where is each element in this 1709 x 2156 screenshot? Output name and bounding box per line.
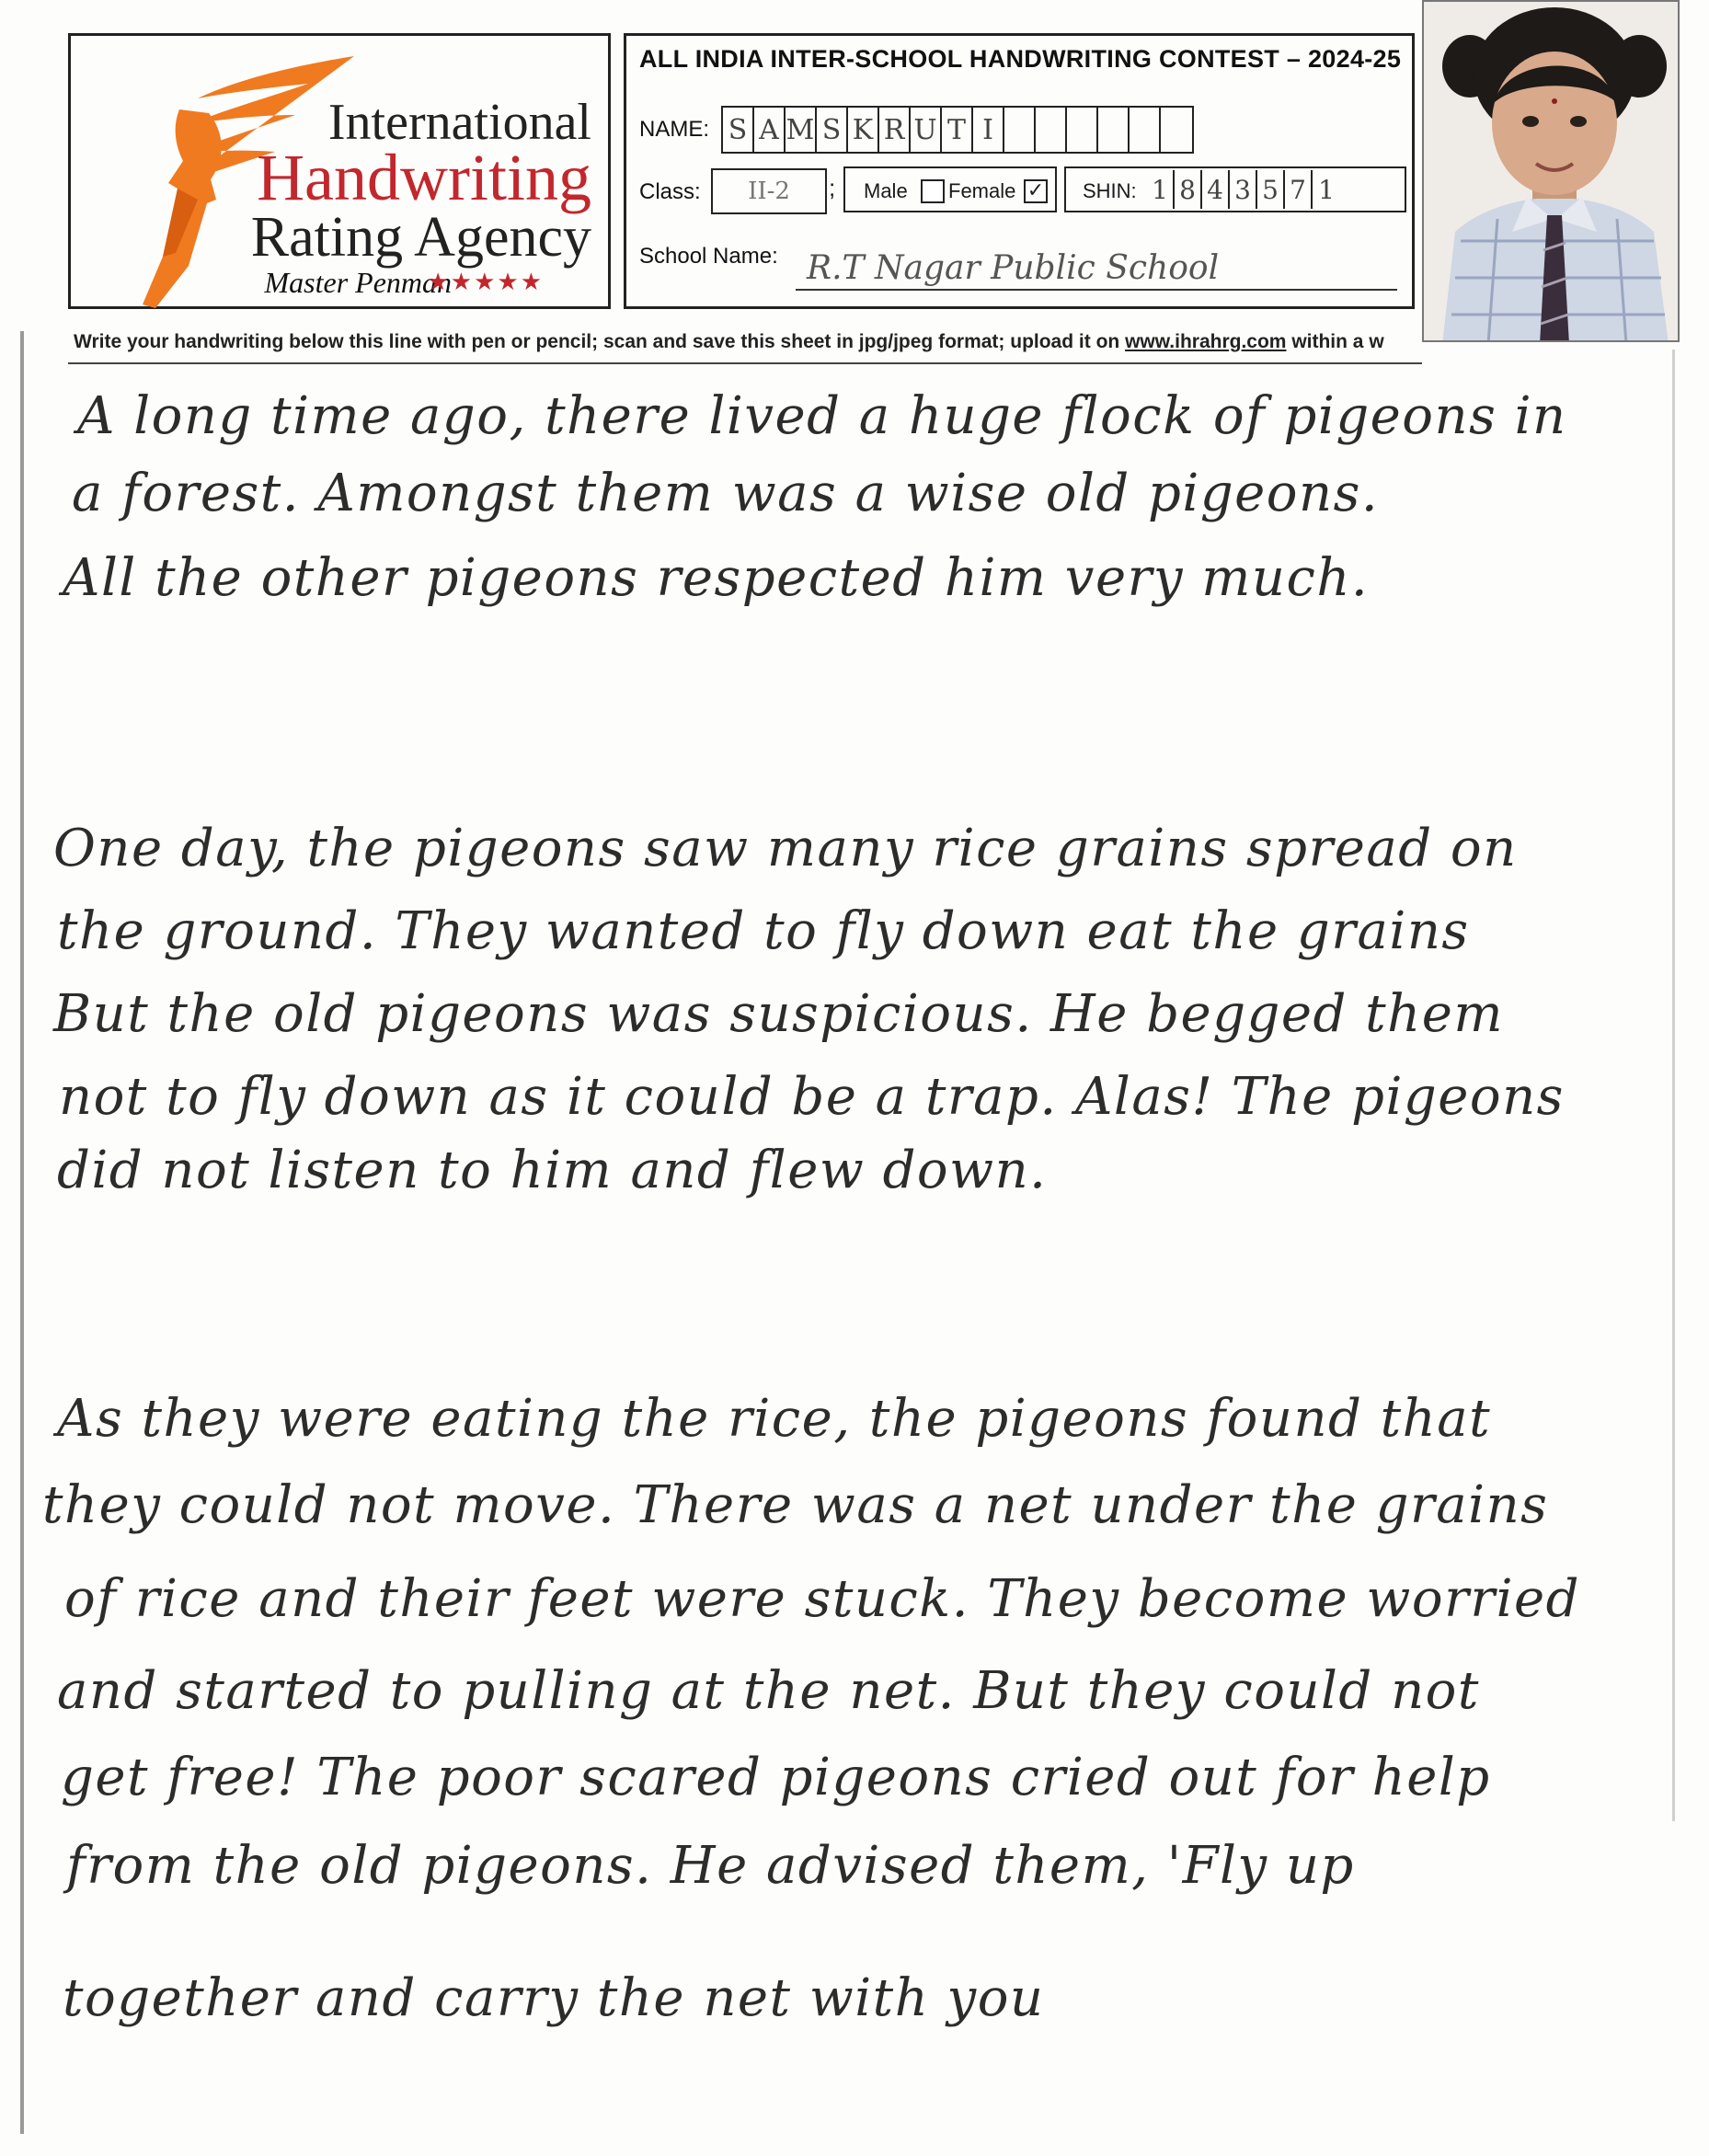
- handwriting-line: together and carry the net with you: [63, 1968, 1045, 2028]
- instruction-text: Write your handwriting below this line with pen or pencil; scan and save this sheet in jpg/jpeg format; upload it on: [74, 331, 1126, 352]
- agency-logo-box: [68, 33, 611, 309]
- handwriting-line: of rice and their feet were stuck. They become worried: [64, 1569, 1581, 1629]
- handwriting-line: from the old pigeons. He advised them, 'Fly up: [66, 1836, 1355, 1896]
- student-photo: [1422, 0, 1680, 342]
- male-checkbox[interactable]: [921, 179, 945, 203]
- shin-cell: 7: [1285, 170, 1313, 209]
- female-label: Female: [948, 179, 1016, 202]
- name-cell: [1036, 108, 1067, 152]
- scan-edge-right: [1672, 350, 1675, 1821]
- instruction-text-tail: within a w: [1286, 331, 1384, 352]
- student-portrait-image: [1424, 2, 1680, 342]
- gender-field: [843, 166, 1057, 212]
- class-field[interactable]: II-2: [711, 168, 827, 214]
- shin-cell: 5: [1257, 170, 1285, 209]
- name-cell: U: [911, 108, 942, 152]
- name-cell: I: [973, 108, 1004, 152]
- logo-line-master-penman: [71, 268, 452, 297]
- name-cell: [1161, 108, 1192, 152]
- name-field[interactable]: [721, 106, 1194, 154]
- handwriting-line: a forest. Amongst them was a wise old pigeons.: [72, 464, 1380, 523]
- school-name-value[interactable]: R.T Nagar Public School: [807, 249, 1220, 287]
- name-cell: [1067, 108, 1098, 152]
- name-cell: K: [848, 108, 879, 152]
- contest-form: [624, 33, 1415, 309]
- handwriting-line: One day, the pigeons saw many rice grains spread on: [53, 819, 1518, 878]
- handwriting-line: not to fly down as it could be a trap. Alas! The pigeons: [59, 1067, 1565, 1127]
- shin-cell: 8: [1175, 170, 1202, 209]
- name-cell: R: [879, 108, 911, 152]
- scan-edge-left: [20, 331, 24, 2134]
- class-label: Class:: [639, 179, 701, 204]
- shin-digits[interactable]: [1147, 170, 1340, 209]
- shin-field: [1064, 166, 1406, 212]
- handwriting-line: they could not move. There was a net under the grains: [42, 1475, 1549, 1535]
- field-separator: ;: [829, 174, 836, 201]
- name-cell: A: [754, 108, 786, 152]
- male-label: Male: [864, 179, 908, 202]
- handwriting-line: get free! The poor scared pigeons cried out for help: [61, 1748, 1491, 1807]
- contest-title: ALL INDIA INTER-SCHOOL HANDWRITING CONTEST – 2024-25: [639, 45, 1402, 73]
- name-cell: T: [942, 108, 973, 152]
- school-name-underline: [796, 289, 1397, 291]
- handwriting-line: did not listen to him and flew down.: [57, 1141, 1048, 1200]
- writing-start-line: [68, 362, 1422, 364]
- shin-cell: 1: [1318, 175, 1335, 205]
- name-cell: S: [723, 108, 754, 152]
- name-cell: S: [817, 108, 848, 152]
- master-penman-label: Master Penman: [264, 266, 452, 299]
- handwriting-line: the ground. They wanted to fly down eat the grains: [57, 901, 1470, 961]
- name-cell: M: [786, 108, 817, 152]
- shin-label: SHIN:: [1083, 179, 1137, 202]
- logo-line-rating-agency: Rating Agency: [250, 206, 591, 269]
- name-label: NAME:: [639, 117, 710, 142]
- name-cell: [1130, 108, 1161, 152]
- rating-stars: ★★★★★: [427, 268, 544, 295]
- shin-cell: 4: [1202, 170, 1230, 209]
- name-cell: [1098, 108, 1130, 152]
- handwriting-line: All the other pigeons respected him very much.: [63, 548, 1370, 608]
- handwriting-line: As they were eating the rice, the pigeons found that: [57, 1389, 1492, 1449]
- upload-link[interactable]: www.ihrahrg.com: [1125, 331, 1287, 352]
- school-name-label: School Name:: [639, 244, 778, 269]
- shin-cell: 3: [1230, 170, 1257, 209]
- handwriting-line: But the old pigeons was suspicious. He begged them: [53, 984, 1504, 1044]
- upload-instruction: [74, 331, 1384, 353]
- handwriting-line: and started to pulling at the net. But they could not: [57, 1661, 1480, 1721]
- female-checkbox[interactable]: ✓: [1024, 179, 1048, 203]
- logo-line-handwriting: Handwriting: [257, 141, 591, 214]
- handwriting-line: A long time ago, there lived a huge flock of pigeons in: [77, 386, 1567, 446]
- shin-cell: 1: [1147, 170, 1175, 209]
- logo-line-international: International: [327, 94, 591, 151]
- name-cell: [1004, 108, 1036, 152]
